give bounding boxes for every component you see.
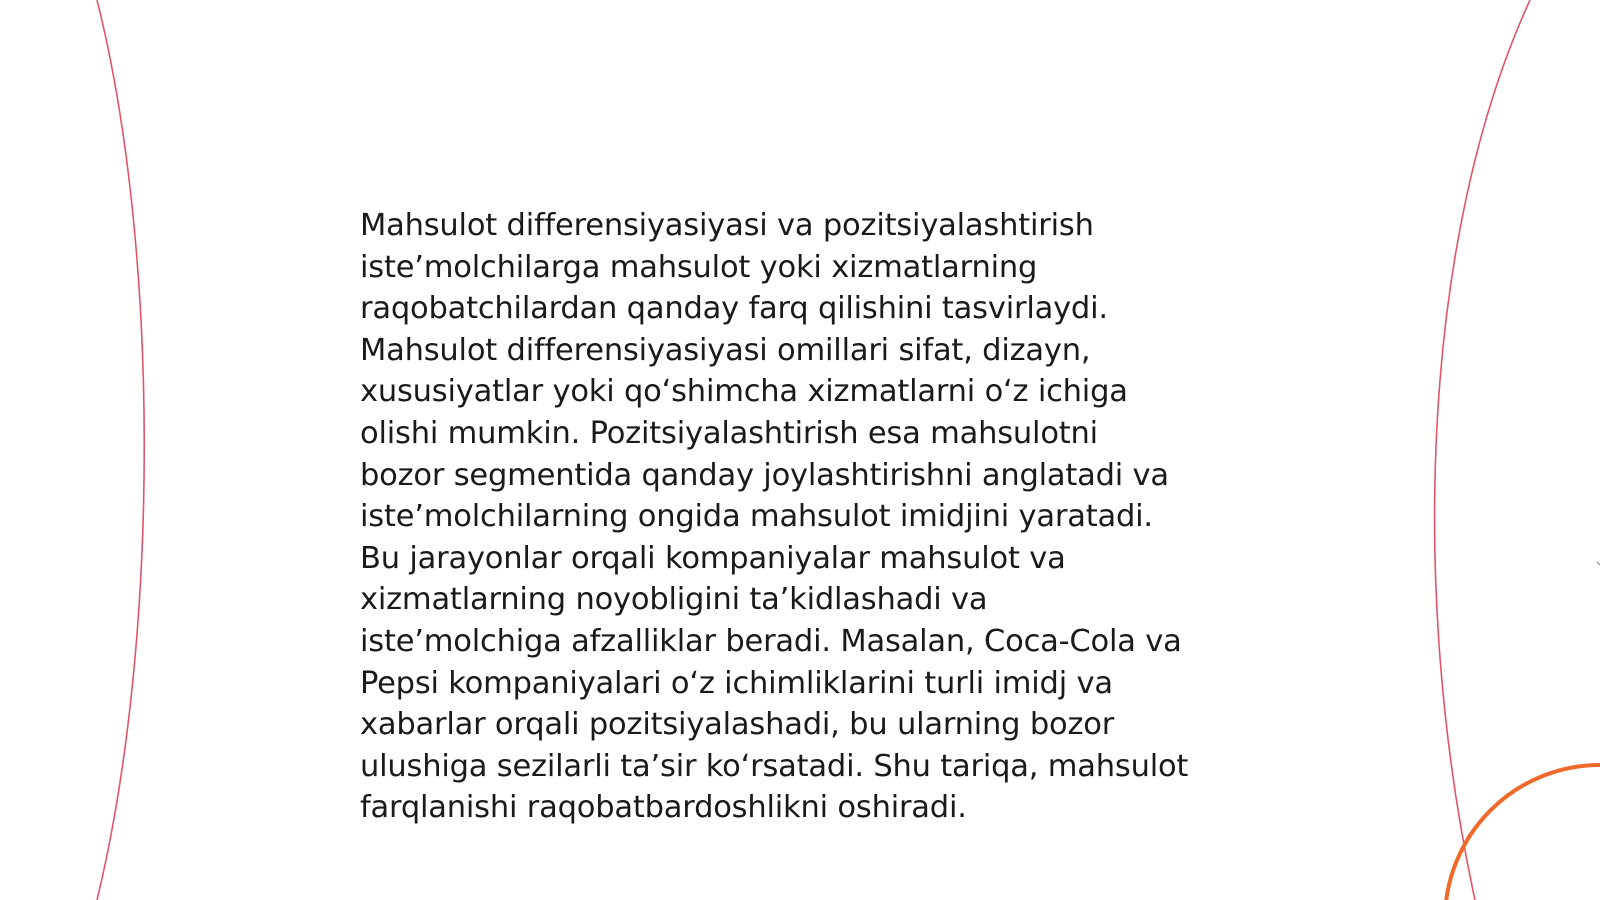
paragraph-line: iste’molchiga afzalliklar beradi. Masalan, Coca-Cola va <box>360 623 1182 659</box>
paragraph-line: Mahsulot differensiyasiyasi va pozitsiyalashtirish <box>360 208 1094 243</box>
paragraph-line: olishi mumkin. Pozitsiyalashtirish esa mahsulotni <box>360 415 1098 451</box>
body-paragraph <box>360 205 1260 829</box>
right-accent-curve <box>1435 0 1530 900</box>
paragraph-line: Mahsulot differensiyasiyasi omillari sifat, dizayn, <box>360 332 1091 368</box>
paragraph-line: iste’molchilarga mahsulot yoki xizmatlarning <box>360 249 1038 285</box>
paragraph-line: xabarlar orqali pozitsiyalashadi, bu ularning bozor <box>360 707 1115 743</box>
paragraph-line: xizmatlarning noyobligini ta’kidlashadi va <box>360 582 988 618</box>
paragraph-line: iste’molchilarning ongida mahsulot imidjini yaratadi. <box>360 499 1153 535</box>
paragraph-line: bozor segmentida qanday joylashtirishni anglatadi va <box>360 457 1169 493</box>
paragraph-line: Pepsi kompaniyalari o‘z ichimliklarini turli imidj va <box>360 665 1113 701</box>
paragraph-line: ulushiga sezilarli ta’sir ko‘rsatadi. Shu tariqa, mahsulot <box>360 748 1189 784</box>
bottom-right-accent-circle <box>1445 765 1600 900</box>
left-accent-curve <box>97 0 144 900</box>
paragraph-line: Bu jarayonlar orqali kompaniyalar mahsulot va <box>360 540 1066 576</box>
paragraph-line: farqlanishi raqobatbardoshlikni oshiradi. <box>360 790 967 826</box>
paragraph-line: raqobatchilardan qanday farq qilishini tasvirlaydi. <box>360 291 1108 327</box>
paragraph-line: xususiyatlar yoki qo‘shimcha xizmatlarni o‘z ichiga <box>360 374 1128 410</box>
